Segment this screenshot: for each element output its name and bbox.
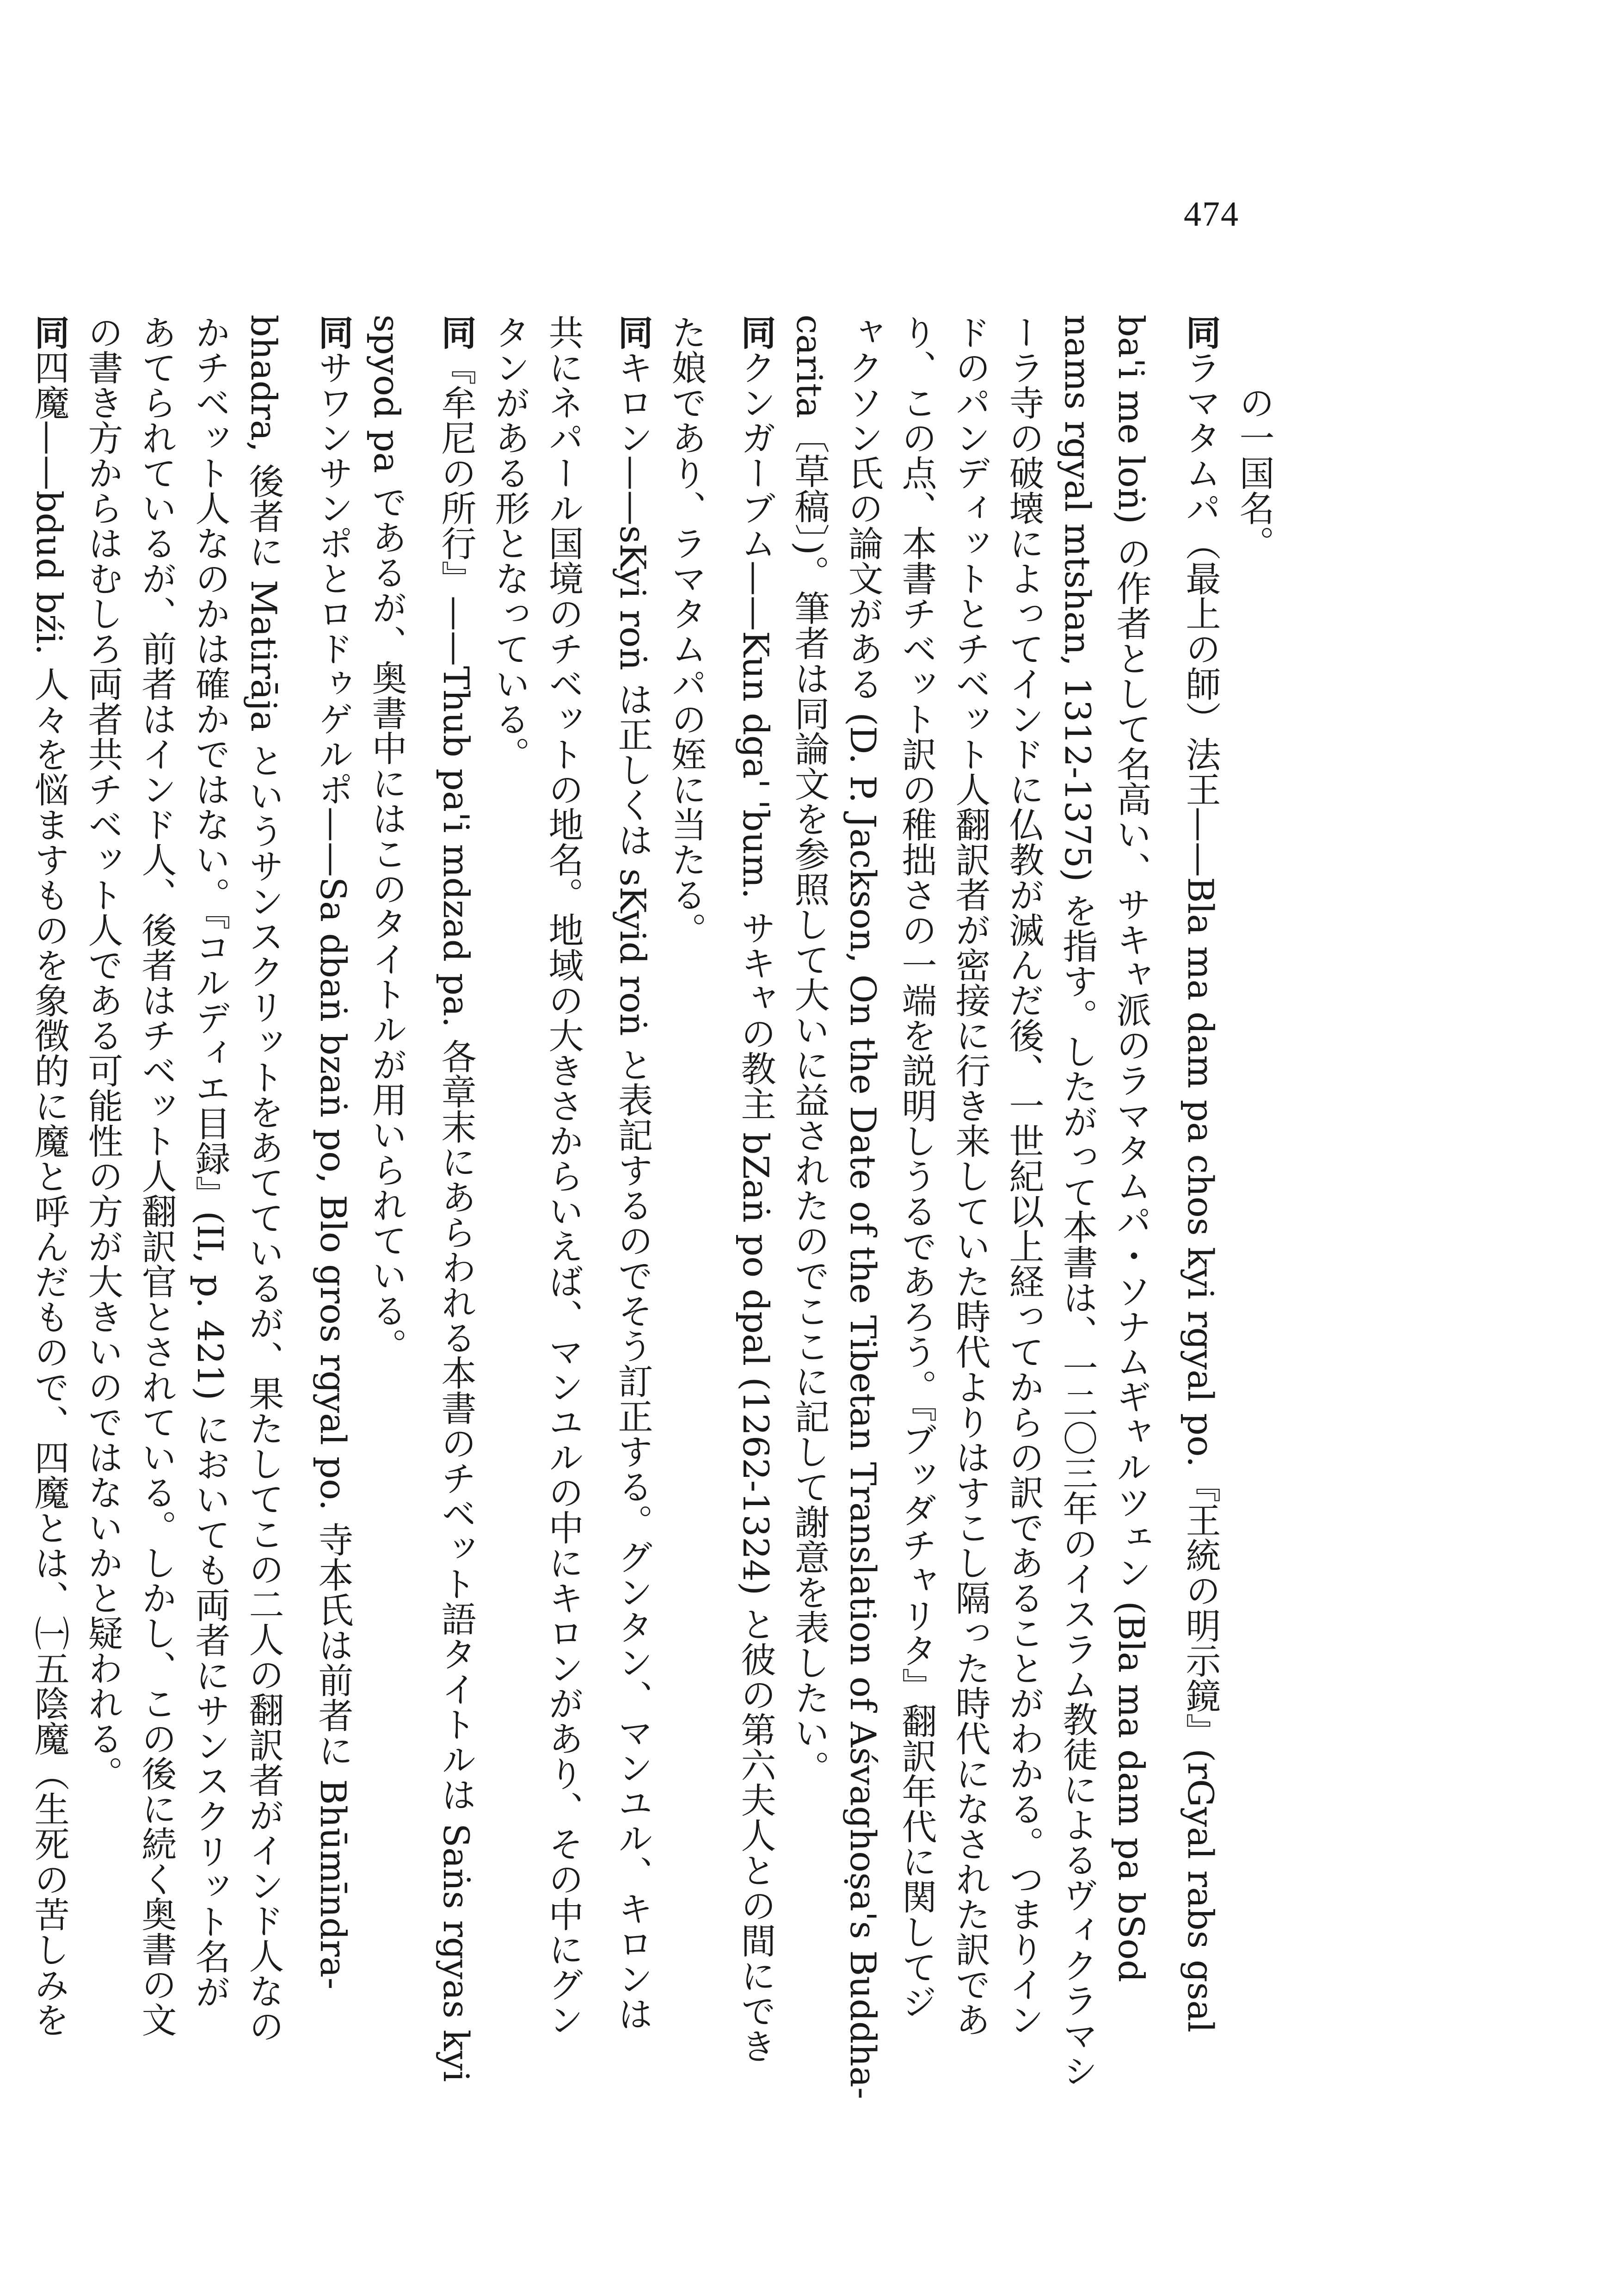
line-text: spyod pa であるが、奥書中にはこのタイトルが用いられている。 [366,315,407,1364]
text-line [590,315,659,2169]
line-text: タンがある形となっている。 [489,315,530,772]
line-text: の一国名。 [1234,385,1275,561]
text-line [413,315,483,2169]
line-text: ャクソン氏の論文がある (D. P. Jackson, On the Date of the Tibetan Translation of Aśvaghoṣa's Buddha- [842,315,884,2099]
line-text: ーラ寺の破壊によってインドに仏教が滅んだ後、一世紀以上経ってからの訳であることがわかる。つまりイン [1003,315,1045,2037]
line-text: キロン——sKyi roṅ は正しくは sKyid roṅ と表記するのでそう訂正する。グンタン、マンユル、キロンは [612,350,653,2031]
text-line [1051,315,1104,2169]
line-text: あてられているが、前者はインド人、後者はチベット人翻訳官とされている。しかし、この後に続く奥書の文 [136,315,177,2037]
line-text: ラマタムパ（最上の師）法王——Bla ma dam pa chos kyi rgyal po.『王統の明示鏡』(rGyal rabs gsal [1180,350,1221,2033]
line-text: た娘であり、ラマタムパの姪に当たる。 [666,315,707,947]
entry-mark: 同 [1180,315,1221,350]
line-text: ドのパンディットとチベット人翻訳者が密接に行き来していた時代よりはすこし隔った時代になされた訳であ [950,315,991,2037]
text-line [237,315,290,2169]
text-line [6,315,76,2169]
text-line [1158,315,1227,2169]
line-text: bhadra, 後者に Matirāja というサンスクリットをあてているが、果たしてこの二人の翻訳者がインド人なの [243,315,284,2044]
text-line [183,315,237,2169]
line-text: 四魔——bdud bźi. 人々を悩ますものを象徴的に魔と呼んだもので、四魔とは、㈠五陰魔（生死の苦しみを [29,350,70,2037]
text-line [890,315,943,2169]
line-text: クンガーブム——Kun dga' 'bum. サキャの教主 bZaṅ po dpal (1262-1324) と彼の第六夫人との間にでき [735,350,776,2064]
line-text: 共にネパール国境のチベットの地名。地域の大きさからいえば、マンユルの中にキロンがあり、その中にグン [543,315,584,2037]
text-line [1104,315,1158,2169]
text-line [997,315,1051,2169]
line-text: nams rgyal mtshan, 1312-1375) を指す。したがって本書は、一二〇三年のイスラム教徒によるヴィクラマシ [1057,315,1098,2088]
text-line [536,315,590,2169]
text-line [129,315,183,2169]
text-line [659,315,713,2169]
text-line [943,315,997,2169]
text-line [76,315,129,2169]
entry-mark: 同 [313,315,354,350]
text-line [360,315,413,2169]
line-text: サワンサンポとロドゥゲルポ——Sa dbaṅ bzaṅ po, Blo gros rgyal po. 寺本氏は前者に Bhūmīndra- [313,350,354,1990]
vertical-text-block [29,315,1281,2169]
text-line [290,315,360,2169]
entry-mark: 同 [436,315,477,350]
text-line [713,315,782,2169]
page-number: 474 [1184,195,1239,234]
text-line [782,315,836,2169]
entry-mark: 同 [29,315,70,350]
text-line [483,315,536,2169]
line-text: carita〔草稿〕)。筆者は同論文を参照して大いに益されたのでここに記して謝意を表したい。 [789,315,830,1786]
entry-mark: 同 [735,315,776,350]
line-text: ba'i me loṅ) の作者として名高い、サキャ派のラマタムパ・ソナムギャルツェン (Bla ma dam pa bSod [1111,315,1152,1982]
entry-mark: 同 [612,315,653,350]
line-text: り、この点、本書チベット訳の稚拙さの一端を説明しうるであろう。『ブッダチャリタ』翻訳年代に関してジ [896,315,937,2019]
line-text: かチベット人なのかは確かではない。『コルディエ目録』(II, p. 421) においても両者にサンスクリット名が [190,315,231,2009]
text-line [1227,315,1281,2169]
text-line [836,315,890,2169]
line-text: 『牟尼の所行』——Thub pa'i mdzad pa. 各章末にあらわれる本書のチベット語タイトルは Saṅs rgyas kyi [436,350,477,2082]
line-text: の書き方からはむしろ両者共チベット人である可能性の方が大きいのではないかと疑われる。 [82,315,123,1791]
text-line [0,315,6,2169]
